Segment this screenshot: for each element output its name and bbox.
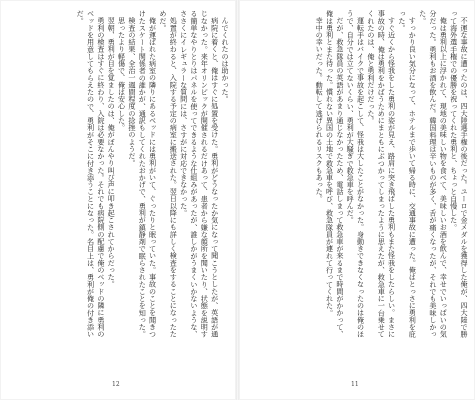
paragraph: 病院に着くと、俺はすぐに処置を受けた。勇利がどうなったか気になって聞こうとしたが、英語が通じなかった。来年オリンピックが開催されるだけあって、患者から嫌な顔所を聞いたり、状態を説明する簡単なやりとりはパネルを使ってできるような仕組みがあったが、誰しかがうまくいかないような、ささくにイレギュラーな質問には、さすがに対応できなかった。	[179, 10, 220, 338]
paragraph: 俺は勇利以上に浮かれて、現地の美味しい物を食べて、美味しいお酒を飲んで、幸せでいっぱいの気分だった。勇利もお酒を飲んだ。韓国料理は辛いものが多く、舌が痛くなったが、それでも美味しかった。	[418, 10, 449, 338]
page-number: 12	[112, 381, 120, 388]
paragraph: 幸中の幸いだった。動転して逃げられるリスクもあった。	[315, 17, 325, 203]
right-page-text	[245, 10, 469, 340]
paragraph: んでくれたのは助かった。	[221, 17, 230, 103]
left-page	[0, 0, 236, 400]
right-page	[239, 0, 475, 400]
paragraph: 検査の結果、全治一週間程度の捻挫のようだ。	[127, 17, 137, 167]
paragraph: 不運な事故に遭ったのは、四大陸選手権の後だった。ユーロで金メダルを獲得した俺が、四大陸で勝って海外選手権での優勝を祝ってくれた勇利と、ちょっと自慢した。	[449, 10, 469, 338]
paragraph: 翌朝、勇利が目を覚ましたのは、俺がぼんやり叫び声に叩き起こされてからだった。	[107, 17, 117, 288]
page-number: 11	[351, 381, 359, 388]
paragraph: 処置が終わると、入院する予定の病室に搬送された。翌日以降にも詳しく検査をすることになったためだ。	[158, 10, 179, 338]
paragraph: 俺が運ばれた病室の隣りにあるベッドには勇利がいて、ぐったりと眠っていた。事故のことを聞きつけたスケート関係者の誰かが、通訳もしてくれたおかげで、勇利が鎮静剤で眠らされたことを知った。	[138, 10, 158, 338]
paragraph: だが、救急隊員の英語があまり通じなかったため、電話しまって救急車が来るまで時間がかかって、俺は勇利とまた待った。慣れない異国の土地で救急車を呼び、救急隊員が連れて行ってくれた。	[325, 10, 345, 338]
left-page-text	[8, 10, 230, 340]
paragraph: すっかり良い気分になって、ホテルまで歩いて帰る時に、交通事故に遭った。俺はとっさに勇利を庇った。	[397, 10, 418, 338]
paragraph: 勇利の検査はすぐに終わり、入院は必要なかった。それでも病院側の配慮で俺のベッドの隣に勇利のベッドを用意してもらえたので、勇利がそこに付き添うことになった。名目上は、勇利が俺の付き添いだ。	[76, 10, 106, 338]
paragraph: 思ったより軽傷で、俺は安心した。	[117, 17, 127, 132]
paragraph: 運転手はバイクで事故を起こして、怪我は大したことがなかった。身動きできなくなったのは俺のほうで、自分では立てないくらい、勇利が大騒ぎで救急車を呼んだ。	[346, 10, 366, 338]
paragraph: すぐ近くから怪我をした勇利の姿が見え、路肩に突き飛ばした勇利もまた怪我をしたらしい。まさに事故の時、俺は勇利をかばうためにまともにぶつかってしまったように思えたが、救急車に一台乗せてくれたのは、俺と勇利だけだった。	[366, 10, 397, 338]
